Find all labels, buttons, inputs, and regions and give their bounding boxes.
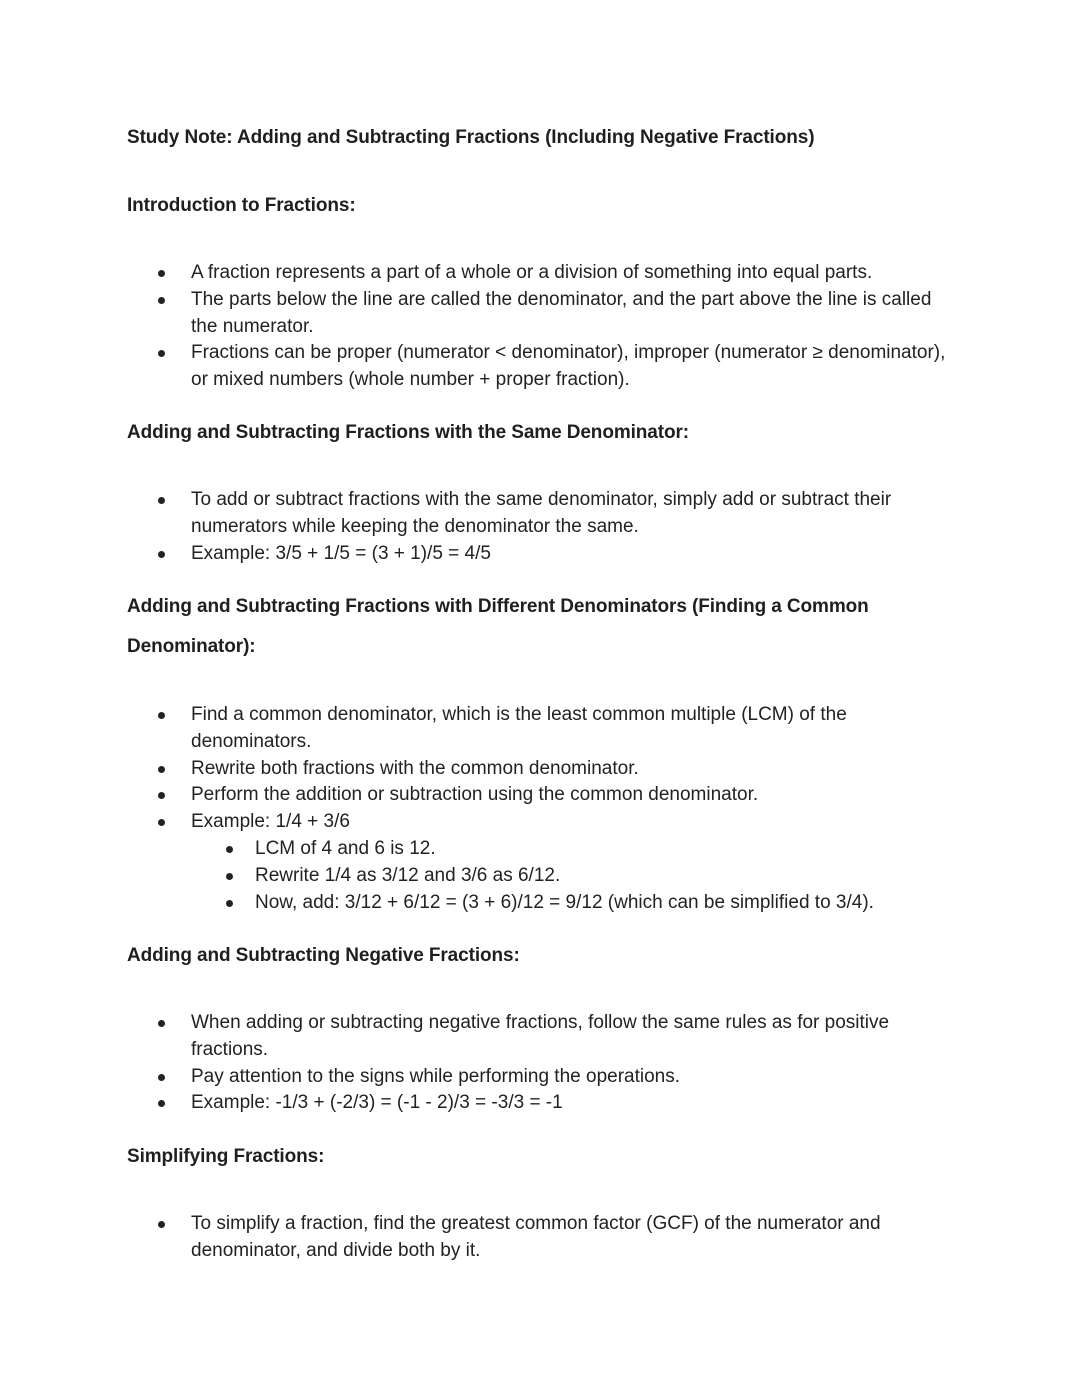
list-item: Fractions can be proper (numerator < denominator), improper (numerator ≥ denominator), or mixed numbers (whole number + proper fraction). [0,340,951,394]
list-item: The parts below the line are called the denominator, and the part above the line is called the numerator. [0,287,951,341]
list-item-text: Example: 1/4 + 3/6 [191,811,350,833]
sub-list-item: Now, add: 3/12 + 6/12 = (3 + 6)/12 = 9/12 (which can be simplified to 3/4). [191,890,955,917]
list-item: When adding or subtracting negative fractions, follow the same rules as for positive fractions. [0,1010,951,1064]
list-item: Rewrite both fractions with the common denominator. [0,756,951,783]
simplifying-bullet-list [0,1211,951,1265]
negative-fractions-bullet-list [0,1010,951,1117]
section-heading-negative-fractions: Adding and Subtracting Negative Fractions: [127,945,520,966]
list-item: To simplify a fraction, find the greatest common factor (GCF) of the numerator and denominator, and divide both by it. [0,1211,951,1265]
section-heading-different-denominators: Adding and Subtracting Fractions with Different Denominators (Finding a Common Denominator): [127,596,869,657]
introduction-bullet-list [0,260,951,394]
list-item: Perform the addition or subtraction using the common denominator. [0,782,951,809]
list-item: A fraction represents a part of a whole or a division of something into equal parts. [0,260,951,287]
list-item: To add or subtract fractions with the same denominator, simply add or subtract their numerators while keeping the denominator the same. [0,487,951,541]
sub-list-item: LCM of 4 and 6 is 12. [191,836,955,863]
section-heading-same-denominator: Adding and Subtracting Fractions with the Same Denominator: [127,422,690,443]
section-heading-introduction: Introduction to Fractions: [127,195,356,216]
different-denominators-bullet-list [0,702,951,916]
list-item: Example: -1/3 + (-2/3) = (-1 - 2)/3 = -3/3 = -1 [0,1090,951,1117]
section-heading-simplifying: Simplifying Fractions: [127,1146,325,1167]
same-denominator-bullet-list [0,487,951,567]
list-item: Pay attention to the signs while performing the operations. [0,1064,951,1091]
list-item: Find a common denominator, which is the least common multiple (LCM) of the denominators. [0,702,951,756]
example-steps-list [191,836,951,916]
list-item [0,809,951,916]
document-title: Study Note: Adding and Subtracting Fractions (Including Negative Fractions) [127,127,815,148]
list-item: Example: 3/5 + 1/5 = (3 + 1)/5 = 4/5 [0,541,951,568]
sub-list-item: Rewrite 1/4 as 3/12 and 3/6 as 6/12. [191,863,955,890]
